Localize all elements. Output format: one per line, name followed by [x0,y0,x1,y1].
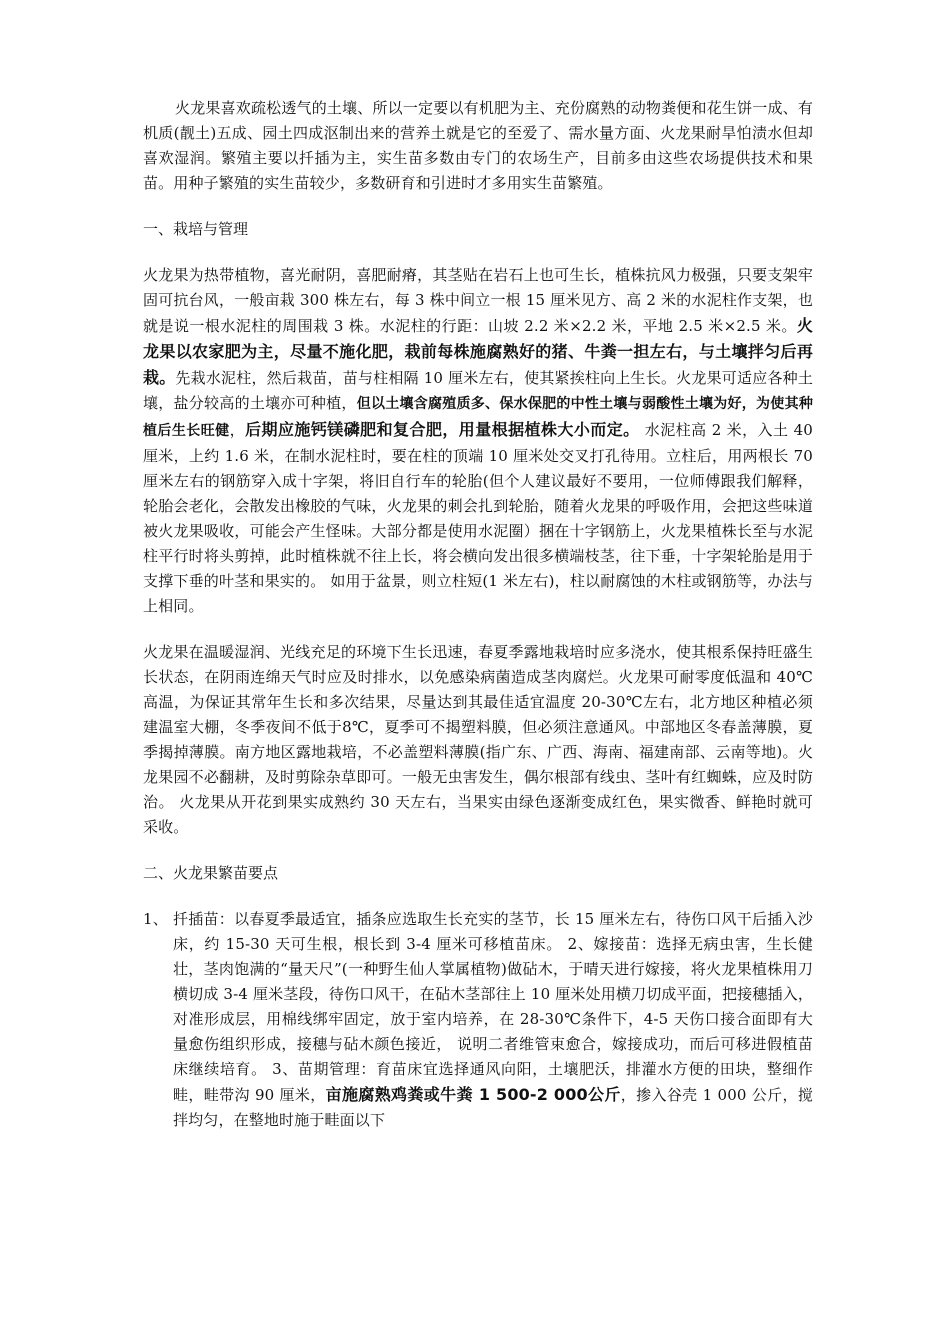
document-page [143,96,813,1133]
list-number: 1、 [143,910,168,928]
list-item-body [173,907,813,1133]
text-run: 扦插苗：以春夏季最适宜，插条应选取生长充实的茎节，长 15 厘米左右，待伤口风干后插入沙床，约 15-30 天可生根，根长到 3-4 厘米可移植苗床。 2、嫁接苗：选择无病虫害，生长健壮，茎肉饱满的“量天尺”(一种野生仙人掌属植物)做砧木，于晴天进行嫁接，将火龙果植株用刀横切成 3-4 厘米茎段，待伤口风干，在砧木茎部往上 10 厘米处用横刀切成平面，把接穗插入，对准形成层，用棉线绑牢固定，放于室内培养，在 28-30℃条件下，4-5 天伤口接合面即有大量愈伤组织形成，接穗与砧木颜色接近， 说明二者维管束愈合，嫁接成功，而后可移进假植苗床继续培育。 3、苗期管理：育苗床宜选择通风向阳，土壤肥沃，排灌水方便的田块，整细作畦，畦带沟 90 厘米， [173,910,813,1104]
environment-paragraph: 火龙果在温暖湿润、光线充足的环境下生长迅速，春夏季露地栽培时应多浇水，使其根系保持旺盛生长状态，在阴雨连绵天气时应及时排水，以免感染病菌造成茎肉腐烂。火龙果可耐零度低温和 40℃高温，为保证其常年生长和多次结果，尽量达到其最佳适宜温度 20-30℃左右，北方地区种植必须建温室大棚，冬季夜间不低于8℃，夏季可不揭塑料膜，但必须注意通风。中部地区冬春盖薄膜，夏季揭掉薄膜。南方地区露地栽培，不必盖塑料薄膜(指广东、广西、海南、福建南部、云南等地)。火龙果园不必翻耕，及时剪除杂草即可。一般无虫害发生，偶尔根部有线虫、茎叶有红蜘蛛，应及时防治。 火龙果从开花到果实成熟约 30 天左右，当果实由绿色逐渐变成红色，果实微香、鲜艳时就可采收。 [143,643,813,836]
cultivation-paragraph [143,263,813,619]
text-run: 火龙果为热带植物，喜光耐阴，喜肥耐瘠，其茎贴在岩石上也可生长，植株抗风力极强，只要支架牢固可抗台风，一般亩栽 300 株左右，每 3 株中间立一根 15 厘米见方、高 2 米的水泥柱作支架，也就是说一根水泥柱的周围栽 3 株。水泥柱的行距：山坡 2.2 米×2.2 米，平地 2.5 米×2.5 米。 [143,266,813,335]
bold-text-run: 火龙果以农家肥为主，尽量不施化肥，栽前每株施腐熟好的猪、牛粪一担左右，与土壤拌匀后再栽。 [143,316,813,387]
text-run: 水泥柱高 2 米，入土 40 厘米，上约 1.6 米，在制水泥柱时，要在柱的顶端 10 厘米处交叉打孔待用。立柱后，用两根长 70 厘米左右的钢筋穿入成十字架，将旧自行车的轮胎(但个人建议最好不要用，一位师傅跟我们解释，轮胎会老化，会散发出橡胶的气味，火龙果的刺会扎到轮胎，随着火龙果的呼吸作用，会把这些味道被火龙果吸收，可能会产生怪味。大部分都是使用水泥圈）捆在十字钢筋上，火龙果植株长至与水泥柱平行时将头剪掉，此时植株就不往上长，将会横向发出很多横端枝茎，往下垂，十字架轮胎是用于支撑下垂的叶茎和果实的。 如用于盆景，则立柱短(1 米左右)，柱以耐腐蚀的木柱或钢筋等，办法与上相同。 [143,421,813,615]
list-item [143,907,813,1133]
section-heading-propagation: 二、火龙果繁苗要点 [143,864,279,882]
text-run: ， [229,421,246,439]
bold-text-run: 但以土壤含腐殖质多、保水保肥的中性土壤与弱酸性土壤为好，为使其种植后生长旺健 [143,396,813,439]
bold-text-run: 后期应施钙镁磷肥和复合肥，用量根据植株大小而定。 [245,420,640,439]
bold-text-run: 亩施腐熟鸡粪或牛粪 1 500-2 000公斤 [325,1085,621,1104]
text-run: ，掺入谷壳 1 000 公斤，搅拌均匀，在整地时施于畦面以下 [173,1086,813,1129]
text-run: 先栽水泥柱，然后栽苗，苗与柱相隔 10 厘米左右，使其紧挨柱向上生长。火龙果可适应各种土壤，盐分较高的土壤亦可种植， [143,369,813,412]
section-heading-cultivation: 一、栽培与管理 [143,220,249,238]
intro-paragraph: 火龙果喜欢疏松透气的土壤、所以一定要以有机肥为主、充份腐熟的动物粪便和花生饼一成、有机质(靓土)五成、园土四成沤制出来的营养土就是它的至爱了、需水量方面、火龙果耐旱怕渍水但却喜欢湿润。繁殖主要以扦插为主，实生苗多数由专门的农场生产，目前多由这些农场提供技术和果苗。用种子繁殖的实生苗较少，多数研育和引进时才多用实生苗繁殖。 [143,99,813,192]
